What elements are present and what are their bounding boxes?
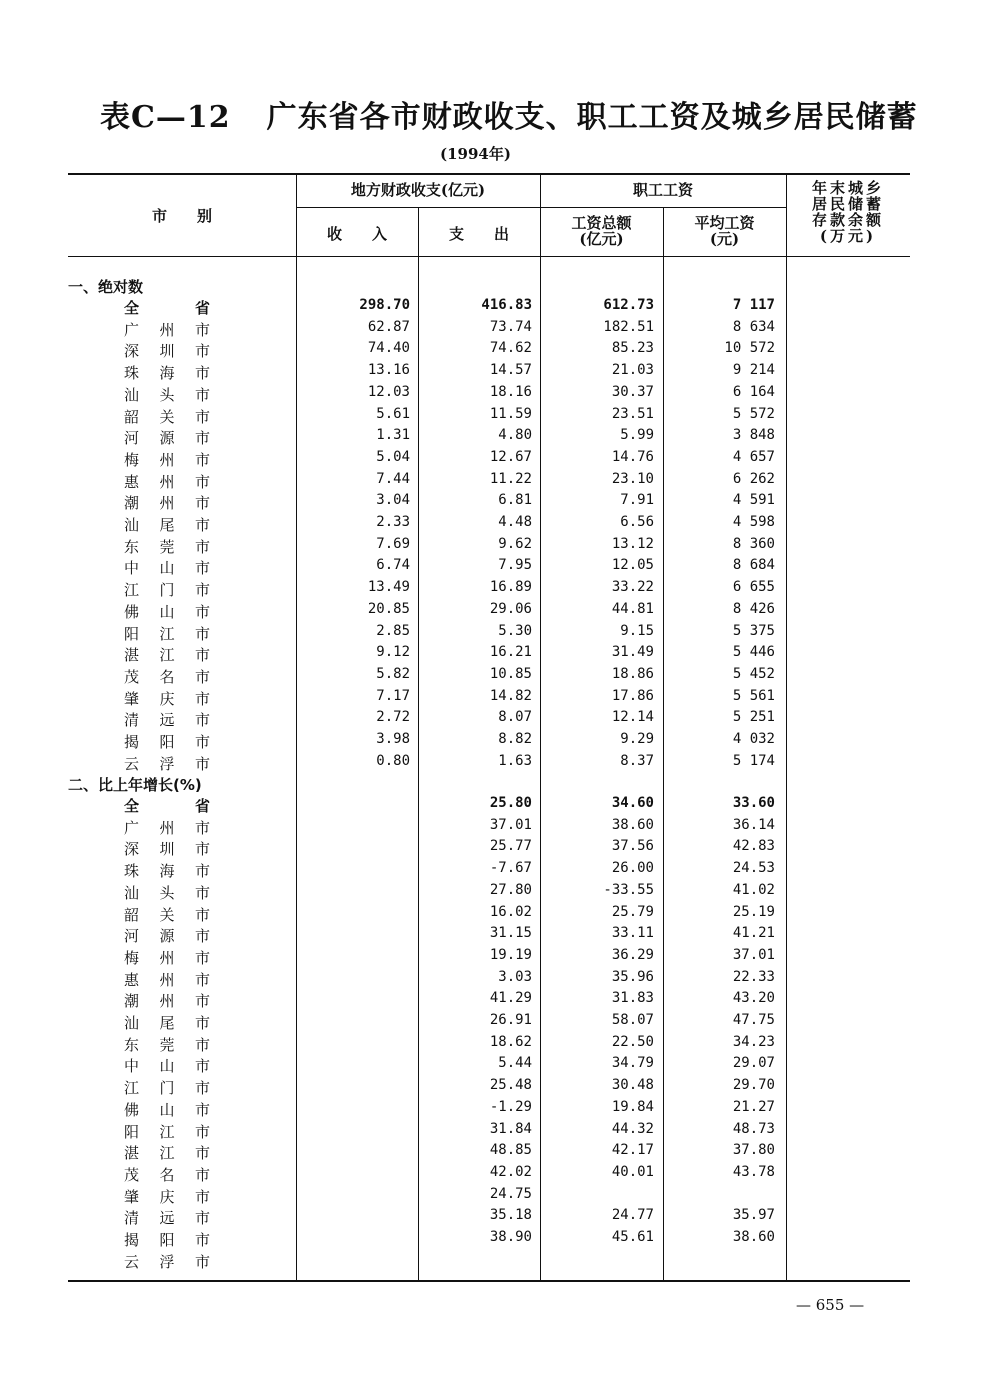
header-savings-line1: 年末城乡	[811, 179, 884, 197]
cell-wage-total: 44.32	[611, 1120, 654, 1137]
cell-income: 3.04	[376, 492, 410, 509]
cell-income: 74.40	[367, 340, 410, 357]
cell-wage-total: 45.61	[611, 1229, 654, 1245]
cell-expense: 29.06	[489, 600, 532, 617]
cell-expense: 1.63	[498, 752, 532, 769]
city-name: 东 莞 市	[124, 537, 210, 556]
cell-wage-total: 21.03	[611, 362, 654, 379]
cell-wage-avg: 42.83	[732, 838, 775, 855]
city-name: 茂 名 市	[124, 667, 210, 686]
city-name: 茂 名 市	[124, 1165, 210, 1184]
cell-wage-total: 19.84	[611, 1098, 654, 1115]
city-name: 潮 州 市	[124, 494, 210, 513]
cell-income: 6.74	[376, 557, 410, 574]
table-row	[0, 536, 1000, 557]
table-row	[0, 709, 1000, 730]
cell-income: 7.17	[376, 687, 410, 704]
cell-expense: 73.74	[489, 318, 532, 335]
cell-wage-avg: 7 117	[732, 297, 775, 313]
cell-wage-avg: 6 262	[732, 470, 775, 487]
city-name: 全 省	[124, 797, 210, 815]
cell-expense: 25.48	[489, 1077, 532, 1094]
cell-wage-total: 33.11	[611, 925, 654, 942]
city-name: 揭 阳 市	[124, 1231, 210, 1249]
cell-income: 2.85	[376, 622, 410, 639]
cell-expense: 10.85	[489, 665, 532, 682]
cell-wage-avg: 4 598	[732, 514, 775, 530]
table-row	[0, 925, 1000, 946]
cell-wage-total: 8.37	[620, 752, 654, 769]
cell-wage-avg: 10 572	[724, 340, 775, 357]
cell-wage-avg: 9 214	[732, 362, 775, 379]
cell-wage-avg: 24.53	[732, 860, 775, 877]
cell-wage-avg: 5 446	[732, 644, 775, 661]
table-row	[0, 1251, 1000, 1272]
cell-wage-total: 30.48	[611, 1077, 654, 1094]
table-row	[0, 969, 1000, 990]
cell-income: 1.31	[376, 427, 410, 444]
table-row	[0, 731, 1000, 752]
cell-wage-avg: 5 561	[732, 687, 775, 704]
cell-expense: 16.89	[489, 579, 532, 596]
cell-wage-total: 30.37	[611, 383, 654, 400]
cell-expense: 12.67	[489, 448, 532, 465]
table-row	[0, 406, 1000, 427]
header-savings-line2: 居民储蓄	[811, 195, 884, 213]
cell-wage-avg: 22.33	[732, 968, 775, 985]
cell-wage-total: 7.91	[620, 492, 654, 509]
cell-wage-total: 17.86	[611, 687, 654, 704]
table-row	[0, 601, 1000, 622]
cell-wage-total: -33.55	[603, 881, 654, 898]
cell-wage-avg: 43.20	[732, 990, 775, 1007]
header-wage-avg-line1: 平均工资	[694, 214, 755, 232]
cell-income: 7.44	[376, 470, 410, 487]
city-name: 云 浮 市	[124, 1252, 210, 1271]
table-row	[0, 688, 1000, 709]
city-name: 惠 州 市	[124, 472, 210, 491]
cell-wage-total: 13.12	[611, 535, 654, 552]
table-row	[0, 1186, 1000, 1207]
cell-expense: 8.82	[498, 731, 532, 747]
cell-wage-avg: 8 426	[732, 600, 775, 617]
cell-wage-avg: 35.97	[732, 1207, 775, 1224]
city-name: 江 门 市	[124, 581, 210, 600]
cell-wage-avg: 8 634	[732, 318, 775, 335]
city-name: 珠 海 市	[124, 862, 210, 881]
table-row	[0, 319, 1000, 340]
header-savings	[790, 180, 906, 244]
cell-expense: 24.75	[489, 1185, 532, 1202]
cell-expense: 48.85	[489, 1142, 532, 1159]
cell-wage-avg: 5 251	[732, 709, 775, 726]
table-row	[0, 644, 1000, 665]
table-row	[0, 947, 1000, 968]
city-name: 江 门 市	[124, 1079, 210, 1098]
cell-wage-avg: 4 657	[732, 448, 775, 465]
city-name: 梅 州 市	[124, 450, 210, 469]
cell-wage-avg: 6 164	[732, 383, 775, 400]
cell-wage-total: 9.29	[620, 731, 654, 747]
city-name: 中 山 市	[124, 559, 210, 578]
table-bottom-rule	[68, 1280, 910, 1282]
table-row	[0, 666, 1000, 687]
header-wage-total-line2: (亿元)	[579, 230, 624, 248]
cell-expense: 4.48	[498, 514, 532, 530]
cell-expense: 5.44	[498, 1055, 532, 1072]
cell-income: 5.61	[376, 405, 410, 422]
cell-wage-avg: 37.80	[732, 1142, 775, 1159]
table-row	[0, 297, 1000, 318]
city-name: 广 州 市	[124, 320, 210, 339]
cell-expense: 25.80	[489, 795, 532, 811]
cell-wage-total: 22.50	[611, 1033, 654, 1050]
table-row	[0, 1121, 1000, 1142]
cell-wage-total: 40.01	[611, 1163, 654, 1180]
section-growth: 二、比上年增长(%)	[68, 776, 202, 794]
header-expense: 支 出	[448, 225, 509, 243]
cell-wage-total: 23.51	[611, 405, 654, 422]
header-bottom-rule	[68, 256, 910, 257]
cell-wage-total: 9.15	[620, 622, 654, 639]
cell-wage-total: 42.17	[611, 1142, 654, 1159]
cell-expense: 16.21	[489, 644, 532, 661]
header-wages: 职工工资	[632, 181, 693, 199]
cell-wage-avg: 8 360	[732, 535, 775, 552]
header-sub-rule	[296, 207, 786, 208]
cell-wage-total: 6.56	[620, 514, 654, 530]
cell-wage-avg: 6 655	[732, 579, 775, 596]
cell-expense: 31.84	[489, 1120, 532, 1137]
city-name: 河 源 市	[124, 429, 210, 448]
cell-expense: -1.29	[489, 1098, 532, 1115]
cell-expense: 41.29	[489, 990, 532, 1007]
cell-wage-total: 24.77	[611, 1207, 654, 1224]
cell-expense: 14.57	[489, 362, 532, 379]
cell-wage-avg: 34.23	[732, 1033, 775, 1050]
cell-wage-avg: 5 174	[732, 752, 775, 769]
cell-wage-total: 35.96	[611, 968, 654, 985]
cell-expense: 25.77	[489, 838, 532, 855]
cell-wage-avg: 8 684	[732, 557, 775, 574]
table-row	[0, 1207, 1000, 1228]
cell-wage-avg: 48.73	[732, 1120, 775, 1137]
table-row	[0, 384, 1000, 405]
table-row	[0, 557, 1000, 578]
city-name: 清 远 市	[124, 711, 210, 730]
cell-wage-avg: 29.07	[732, 1055, 775, 1072]
cell-wage-total: 58.07	[611, 1012, 654, 1028]
table-row	[0, 990, 1000, 1011]
cell-wage-avg: 3 848	[732, 427, 775, 444]
cell-expense: 37.01	[489, 816, 532, 833]
cell-wage-total: 33.22	[611, 579, 654, 596]
header-city: 市 别	[151, 207, 212, 225]
cell-expense: 9.62	[498, 535, 532, 552]
cell-wage-avg: 38.60	[732, 1229, 775, 1245]
city-name: 潮 州 市	[124, 992, 210, 1011]
cell-expense: 31.15	[489, 925, 532, 942]
cell-wage-avg: 21.27	[732, 1098, 775, 1115]
cell-wage-avg: 29.70	[732, 1077, 775, 1094]
city-name: 佛 山 市	[124, 602, 210, 621]
city-name: 汕 尾 市	[124, 516, 210, 534]
header-fiscal: 地方财政收支(亿元)	[350, 181, 486, 199]
cell-wage-avg: 4 591	[732, 492, 775, 509]
cell-wage-avg: 41.02	[732, 881, 775, 898]
city-name: 阳 江 市	[124, 624, 210, 643]
table-row	[0, 1229, 1000, 1250]
cell-wage-avg: 43.78	[732, 1163, 775, 1180]
cell-wage-avg: 47.75	[732, 1012, 775, 1028]
cell-income: 2.72	[376, 709, 410, 726]
cell-expense: 74.62	[489, 340, 532, 357]
city-name: 深 圳 市	[124, 342, 210, 361]
cell-income: 9.12	[376, 644, 410, 661]
table-row	[0, 340, 1000, 361]
city-name: 汕 头 市	[124, 883, 210, 902]
page-number: — 655 —	[796, 1296, 865, 1314]
header-wage-total-line1: 工资总额	[571, 214, 632, 232]
table-row	[0, 623, 1000, 644]
cell-expense: 5.30	[498, 622, 532, 639]
header-wage-avg	[663, 215, 786, 247]
city-name: 惠 州 市	[124, 970, 210, 989]
city-name: 韶 关 市	[124, 905, 210, 924]
table-row	[0, 817, 1000, 838]
cell-expense: 3.03	[498, 968, 532, 985]
city-name: 深 圳 市	[124, 840, 210, 859]
cell-income: 3.98	[376, 731, 410, 747]
cell-wage-total: 26.00	[611, 860, 654, 877]
cell-income: 7.69	[376, 535, 410, 552]
cell-expense: 11.22	[489, 470, 532, 487]
cell-expense: 416.83	[481, 297, 532, 313]
cell-wage-avg: 5 375	[732, 622, 775, 639]
table-row	[0, 362, 1000, 383]
cell-income: 20.85	[367, 600, 410, 617]
cell-expense: 35.18	[489, 1207, 532, 1224]
cell-income: 298.70	[359, 297, 410, 313]
city-name: 肇 庆 市	[124, 689, 210, 708]
cell-expense: 27.80	[489, 881, 532, 898]
cell-wage-total: 38.60	[611, 816, 654, 833]
cell-wage-total: 31.83	[611, 990, 654, 1007]
cell-expense: -7.67	[489, 860, 532, 877]
cell-expense: 42.02	[489, 1163, 532, 1180]
city-name: 东 莞 市	[124, 1035, 210, 1054]
cell-wage-total: 182.51	[603, 318, 654, 335]
cell-wage-total: 37.56	[611, 838, 654, 855]
cell-income: 5.04	[376, 448, 410, 465]
cell-wage-total: 31.49	[611, 644, 654, 661]
cell-expense: 18.16	[489, 383, 532, 400]
cell-income: 5.82	[376, 665, 410, 682]
cell-wage-total: 23.10	[611, 470, 654, 487]
cell-wage-avg: 5 572	[732, 405, 775, 422]
cell-wage-total: 18.86	[611, 665, 654, 682]
table-row	[0, 838, 1000, 859]
table-row	[0, 471, 1000, 492]
cell-expense: 6.81	[498, 492, 532, 509]
cell-wage-total: 85.23	[611, 340, 654, 357]
cell-wage-total: 612.73	[603, 297, 654, 313]
table-row	[0, 1055, 1000, 1076]
city-name: 珠 海 市	[124, 364, 210, 383]
cell-expense: 7.95	[498, 557, 532, 574]
table-row	[0, 1099, 1000, 1120]
cell-wage-total: 44.81	[611, 600, 654, 617]
cell-income: 0.80	[376, 752, 410, 769]
cell-wage-total: 12.05	[611, 557, 654, 574]
table-row	[0, 753, 1000, 774]
cell-income: 13.49	[367, 579, 410, 596]
page-title	[100, 92, 918, 136]
table-row	[0, 860, 1000, 881]
cell-wage-total: 36.29	[611, 946, 654, 963]
cell-wage-total: 12.14	[611, 709, 654, 726]
table-row	[0, 1012, 1000, 1033]
city-name: 肇 庆 市	[124, 1187, 210, 1206]
cell-expense: 19.19	[489, 946, 532, 963]
cell-wage-total: 34.79	[611, 1055, 654, 1072]
cell-wage-avg: 41.21	[732, 925, 775, 942]
table-row	[0, 427, 1000, 448]
cell-income: 62.87	[367, 318, 410, 335]
table-row	[0, 1034, 1000, 1055]
city-name: 云 浮 市	[124, 754, 210, 773]
cell-wage-avg: 25.19	[732, 903, 775, 920]
cell-expense: 16.02	[489, 903, 532, 920]
table-row	[0, 1077, 1000, 1098]
cell-expense: 8.07	[498, 709, 532, 726]
cell-expense: 26.91	[489, 1012, 532, 1028]
city-name: 揭 阳 市	[124, 733, 210, 751]
city-name: 梅 州 市	[124, 948, 210, 967]
city-name: 汕 头 市	[124, 385, 210, 404]
city-name: 清 远 市	[124, 1209, 210, 1228]
table-row	[0, 449, 1000, 470]
cell-wage-total: 14.76	[611, 448, 654, 465]
cell-wage-avg: 36.14	[732, 816, 775, 833]
cell-income: 13.16	[367, 362, 410, 379]
cell-wage-avg: 37.01	[732, 946, 775, 963]
cell-wage-avg: 4 032	[732, 731, 775, 747]
city-name: 韶 关 市	[124, 407, 210, 426]
cell-income: 12.03	[367, 383, 410, 400]
city-name: 汕 尾 市	[124, 1014, 210, 1032]
table-row	[0, 795, 1000, 816]
table-row	[0, 904, 1000, 925]
header-income: 收 入	[326, 225, 387, 243]
cell-wage-total: 25.79	[611, 903, 654, 920]
city-name: 河 源 市	[124, 927, 210, 946]
city-name: 佛 山 市	[124, 1100, 210, 1119]
cell-expense: 38.90	[489, 1229, 532, 1245]
cell-wage-avg: 33.60	[732, 795, 775, 811]
table-title-text: 广东省各市财政收支、职工工资及城乡居民储蓄	[266, 100, 918, 135]
header-savings-line3: 存款余额	[811, 211, 884, 229]
section-absolute: 一、绝对数	[68, 278, 144, 296]
table-top-rule	[68, 173, 910, 175]
cell-wage-avg: 5 452	[732, 665, 775, 682]
cell-income: 2.33	[376, 514, 410, 530]
cell-expense: 11.59	[489, 405, 532, 422]
table-subtitle: (1994年)	[440, 145, 511, 163]
city-name: 阳 江 市	[124, 1122, 210, 1141]
city-name: 中 山 市	[124, 1057, 210, 1076]
city-name: 广 州 市	[124, 818, 210, 837]
table-row	[0, 579, 1000, 600]
header-wage-avg-line2: (元)	[709, 230, 740, 248]
table-row	[0, 1142, 1000, 1163]
cell-expense: 4.80	[498, 427, 532, 444]
cell-wage-total: 5.99	[620, 427, 654, 444]
cell-expense: 18.62	[489, 1033, 532, 1050]
table-row	[0, 1164, 1000, 1185]
table-row	[0, 882, 1000, 903]
city-name: 全 省	[124, 299, 210, 317]
cell-wage-total: 34.60	[611, 795, 654, 811]
city-name: 湛 江 市	[124, 646, 210, 665]
header-savings-line4: (万元)	[819, 227, 877, 245]
cell-expense: 14.82	[489, 687, 532, 704]
table-row	[0, 492, 1000, 513]
city-name: 湛 江 市	[124, 1144, 210, 1163]
table-row	[0, 514, 1000, 535]
header-wage-total	[540, 215, 663, 247]
table-code: 表C—12	[100, 100, 231, 135]
